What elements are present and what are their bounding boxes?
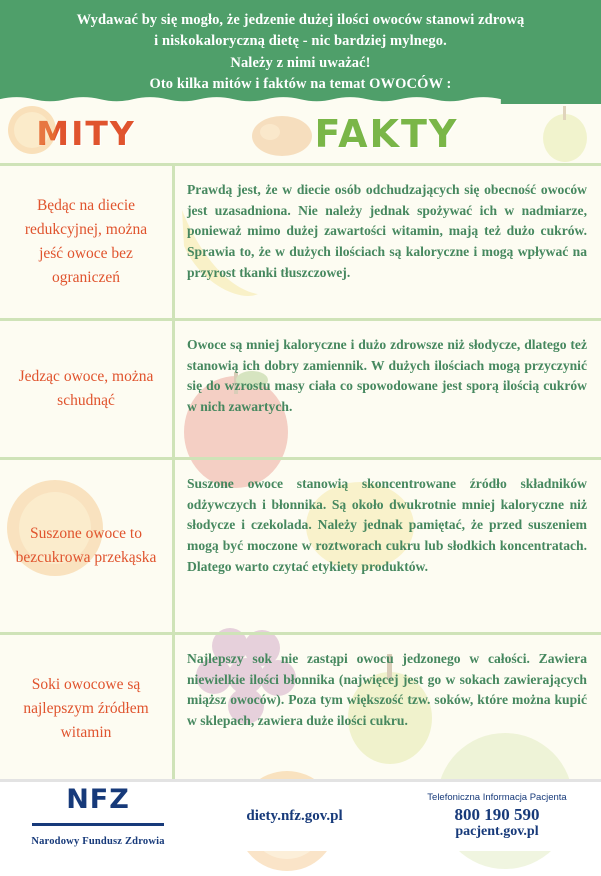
myth-text: Jedząc owoce, można schudnąć bbox=[18, 367, 154, 409]
patient-site-url[interactable]: pacjent.gov.pl bbox=[455, 824, 539, 840]
fact-text: Owoce są mniej kaloryczne i dużo zdrowsze niż słodycze, dlatego też stanowią ich dobry zamiennik. W dużych ilościach mogą przyczynić się do wzrostu masy ciała co spowodowane jest sporą ilością cukrów w nich zawartych. bbox=[187, 337, 587, 414]
myth-text: Suszone owoce to bezcukrowa przekąska bbox=[15, 524, 157, 566]
myth-cell bbox=[0, 166, 172, 318]
footer-bar bbox=[0, 779, 601, 851]
facts-title: FAKTY bbox=[314, 111, 459, 156]
footer-contact bbox=[393, 792, 601, 840]
table-row bbox=[0, 460, 601, 635]
fact-cell bbox=[172, 460, 601, 632]
header-line-2: i niskokaloryczną dietę - nic bardziej mylnego. bbox=[154, 32, 447, 49]
header-line-1: Wydawać by się mogło, że jedzenie dużej ilości owoców stanowi zdrową bbox=[76, 12, 525, 28]
myths-title: MITY bbox=[36, 114, 136, 153]
website-url[interactable]: diety.nfz.gov.pl bbox=[246, 808, 343, 824]
myth-text: Soki owocowe są najlepszym źródłem witamin bbox=[23, 675, 149, 741]
nfz-logo-text: NFZ bbox=[66, 784, 130, 815]
fact-text: Prawdą jest, że w diecie osób odchudzających się obecność owoców jest uzasadniona. Nie należy jednak spożywać ich w nadmiarze, ponieważ mimo dużej zawartości witamin, mają też dużo cukrów. Sprawia to, że w dużych ilościach są kaloryczne i mogą wpływać na przyrost tkanki tłuszczowej. bbox=[187, 182, 587, 280]
myth-cell bbox=[0, 460, 172, 632]
header-line-3: Należy z nimi uważać! bbox=[230, 55, 371, 72]
fact-cell bbox=[172, 166, 601, 318]
myth-cell bbox=[0, 321, 172, 457]
table-row bbox=[0, 166, 601, 321]
table-row bbox=[0, 321, 601, 460]
nfz-logo-rule bbox=[32, 823, 164, 826]
hotline-number[interactable]: 800 190 590 bbox=[454, 805, 540, 825]
nfz-logo-subtitle: Narodowy Fundusz Zdrowia bbox=[31, 836, 165, 847]
nfz-logo bbox=[0, 786, 196, 847]
myths-column-header bbox=[0, 104, 172, 163]
myths-facts-table bbox=[0, 166, 601, 779]
myth-text: Będąc na diecie redukcyjnej, można jeść owoce bez ograniczeń bbox=[24, 196, 148, 287]
hotline-label: Telefoniczna Informacja Pacjenta bbox=[427, 792, 567, 804]
fact-cell bbox=[172, 321, 601, 457]
myth-cell bbox=[0, 635, 172, 783]
header-line-4: Oto kilka mitów i faktów na temat OWOCÓW : bbox=[149, 75, 452, 92]
footer-website[interactable] bbox=[196, 808, 393, 825]
column-titles bbox=[0, 104, 601, 166]
table-row bbox=[0, 635, 601, 783]
fact-cell bbox=[172, 635, 601, 783]
fact-text: Najlepszy sok nie zastąpi owocu jedzonego w całości. Zawiera niewielkie ilości błonnika (najwięcej jest go w sokach zawierających miąższ owoców). Poza tym większość tzw. soków, które można kupić w sklepach, zawiera duże ilości cukru. bbox=[187, 651, 587, 728]
fact-text: Suszone owoce stanowią skoncentrowane źródło składników odżywczych i błonnika. Są około dwukrotnie mniej kaloryczne niż słodycze i czekolada. Należy jednak pamiętać, że przed suszeniem mogą być moczone w roztworach cukru lub słodkich koncentratach. Dlatego warto czytać etykiety produktów. bbox=[187, 476, 587, 574]
facts-column-header bbox=[172, 104, 601, 163]
header-banner bbox=[0, 0, 601, 104]
